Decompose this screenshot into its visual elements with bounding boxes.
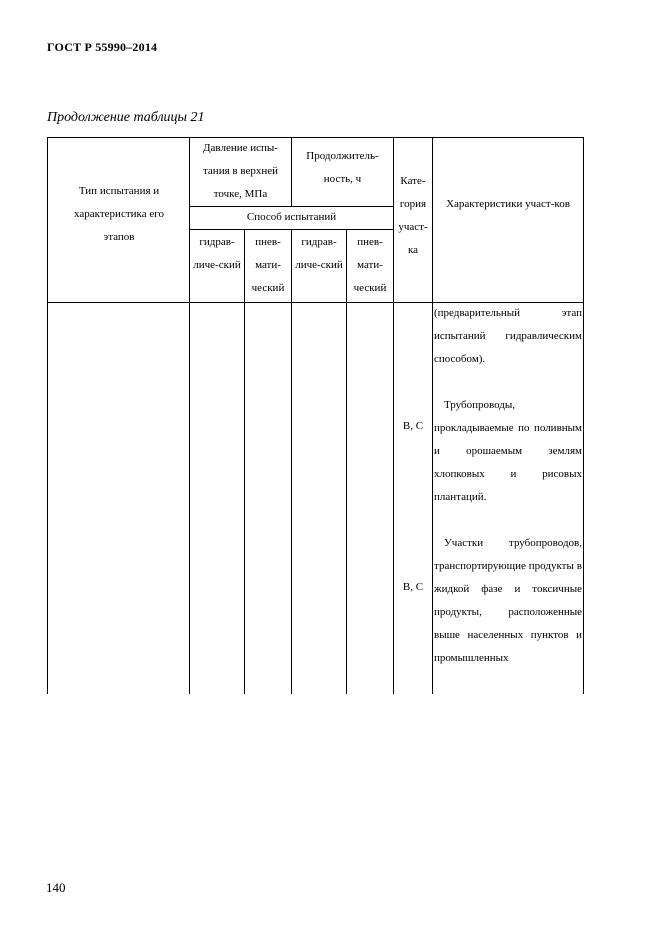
table-top-border <box>47 137 584 138</box>
header-duration: Продолжитель-ность, ч <box>306 150 379 185</box>
category-value-1: В, С <box>402 420 424 432</box>
header-method: Способ испытаний <box>246 211 337 223</box>
col-border-left <box>47 137 48 694</box>
col-border-3 <box>291 229 292 694</box>
col-border-right <box>583 137 584 694</box>
header-category: Кате-гория участ-ка <box>398 175 428 256</box>
page-number: 140 <box>46 880 66 895</box>
document-code: ГОСТ Р 55990–2014 <box>47 40 158 54</box>
col-border-6 <box>432 137 433 694</box>
characteristics-paragraph-3: Участки трубопроводов, транспортирующие продукты в жидкой фазе и токсичные продукты, расположенные выше населенных пунктов и промышленных <box>434 537 582 664</box>
header-pneumatic-2: пнев-мати-ческий <box>353 236 387 294</box>
characteristics-paragraph-2: Трубопроводы, прокладываемые по поливным и орошаемым землям хлопковых и рисовых плантаций. <box>434 399 582 503</box>
header-hydraulic-2: гидрав-личе-ский <box>295 236 343 271</box>
header-pneumatic-1: пнев-мати-ческий <box>251 236 285 294</box>
col-border-5 <box>393 137 394 694</box>
table-caption: Продолжение таблицы 21 <box>47 110 205 125</box>
header-pressure: Давление испы-тания в верхней точке, МПа <box>202 142 279 200</box>
characteristics-paragraph-1: (предварительный этап испытаний гидравлическим способом). <box>434 307 582 365</box>
header-hydraulic-1: гидрав-личе-ский <box>193 236 241 271</box>
header-characteristics: Характеристики участ-ков <box>446 198 570 210</box>
category-value-2: В, С <box>402 581 424 593</box>
header-test-type: Тип испытания и характеристика его этапов <box>74 185 164 243</box>
